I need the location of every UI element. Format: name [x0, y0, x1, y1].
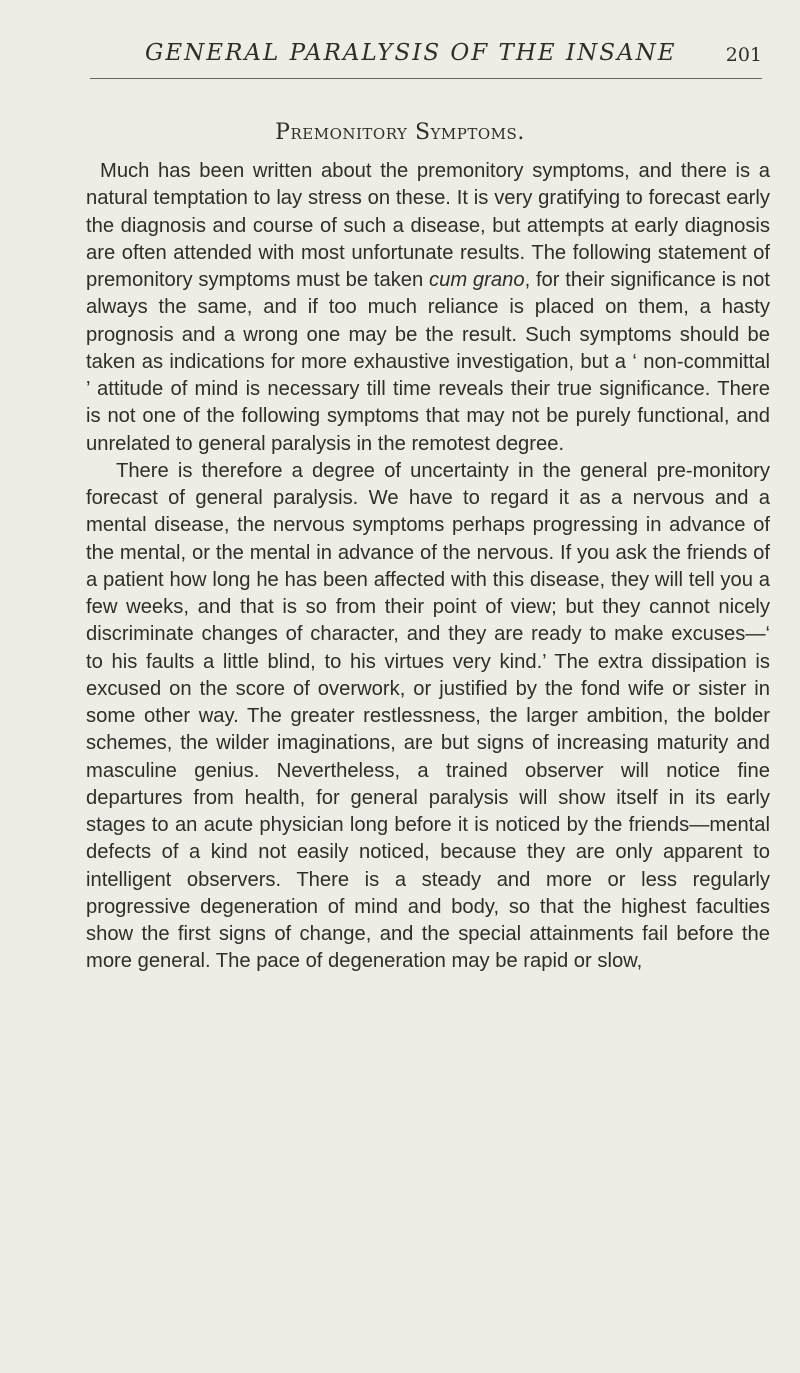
paragraph-1-part-a: Much has been written about the premonitory symptoms, and there is a natural temptation to lay stress on these. It is very gratifying to forecast early the diagnosis and course of such a disease, but attempts at early diagnosis are often attended with most unfortunate results. The following statement of premonitory symptoms must be taken: [86, 160, 770, 291]
paragraph-1: [86, 158, 770, 458]
running-title: GENERAL PARALYSIS OF THE INSANE: [145, 40, 677, 66]
body-text: [86, 158, 770, 976]
page-number: 201: [725, 44, 762, 66]
paragraph-2: There is therefore a degree of uncertainty in the general pre-monitory forecast of general paralysis. We have to regard it as a nervous and a mental disease, the nervous symptoms perhaps progressing in advance of the mental, or the mental in advance of the nervous. If you ask the friends of a patient how long he has been affected with this disease, they will tell you a few weeks, and that is so from their point of view; but they cannot nicely discriminate changes of character, and they are ready to make excuses—‘ to his faults a little blind, to his virtues very kind.’ The extra dissipation is excused on the score of overwork, or justified by the fond wife or sister in some other way. The greater restlessness, the larger ambition, the bolder schemes, the wilder imaginations, are but signs of increasing maturity and masculine genius. Nevertheless, a trained observer will notice fine departures from health, for general paralysis will show itself in its early stages to an acute physician long before it is noticed by the friends—mental defects of a kind not easily noticed, because they are only apparent to intelligent observers. There is a steady and more or less regularly progressive degeneration of mind and body, so that the highest faculties show the first signs of change, and the special attainments fail before the more general. The pace of degeneration may be rapid or slow,: [86, 459, 770, 973]
latin-phrase: cum grano: [429, 269, 525, 291]
section-heading: Premonitory Symptoms.: [275, 120, 525, 145]
running-head: [90, 38, 762, 79]
paragraph-1-part-b: , for their significance is not always the same, and if too much reliance is placed on them, a hasty prognosis and a wrong one may be the result. Such symptoms should be taken as indications for more exhaustive investigation, but a ‘ non-committal ’ attitude of mind is necessary till time reveals their true significance. There is not one of the following symptoms that may not be purely functional, and unrelated to general paralysis in the remotest degree.: [86, 269, 770, 455]
